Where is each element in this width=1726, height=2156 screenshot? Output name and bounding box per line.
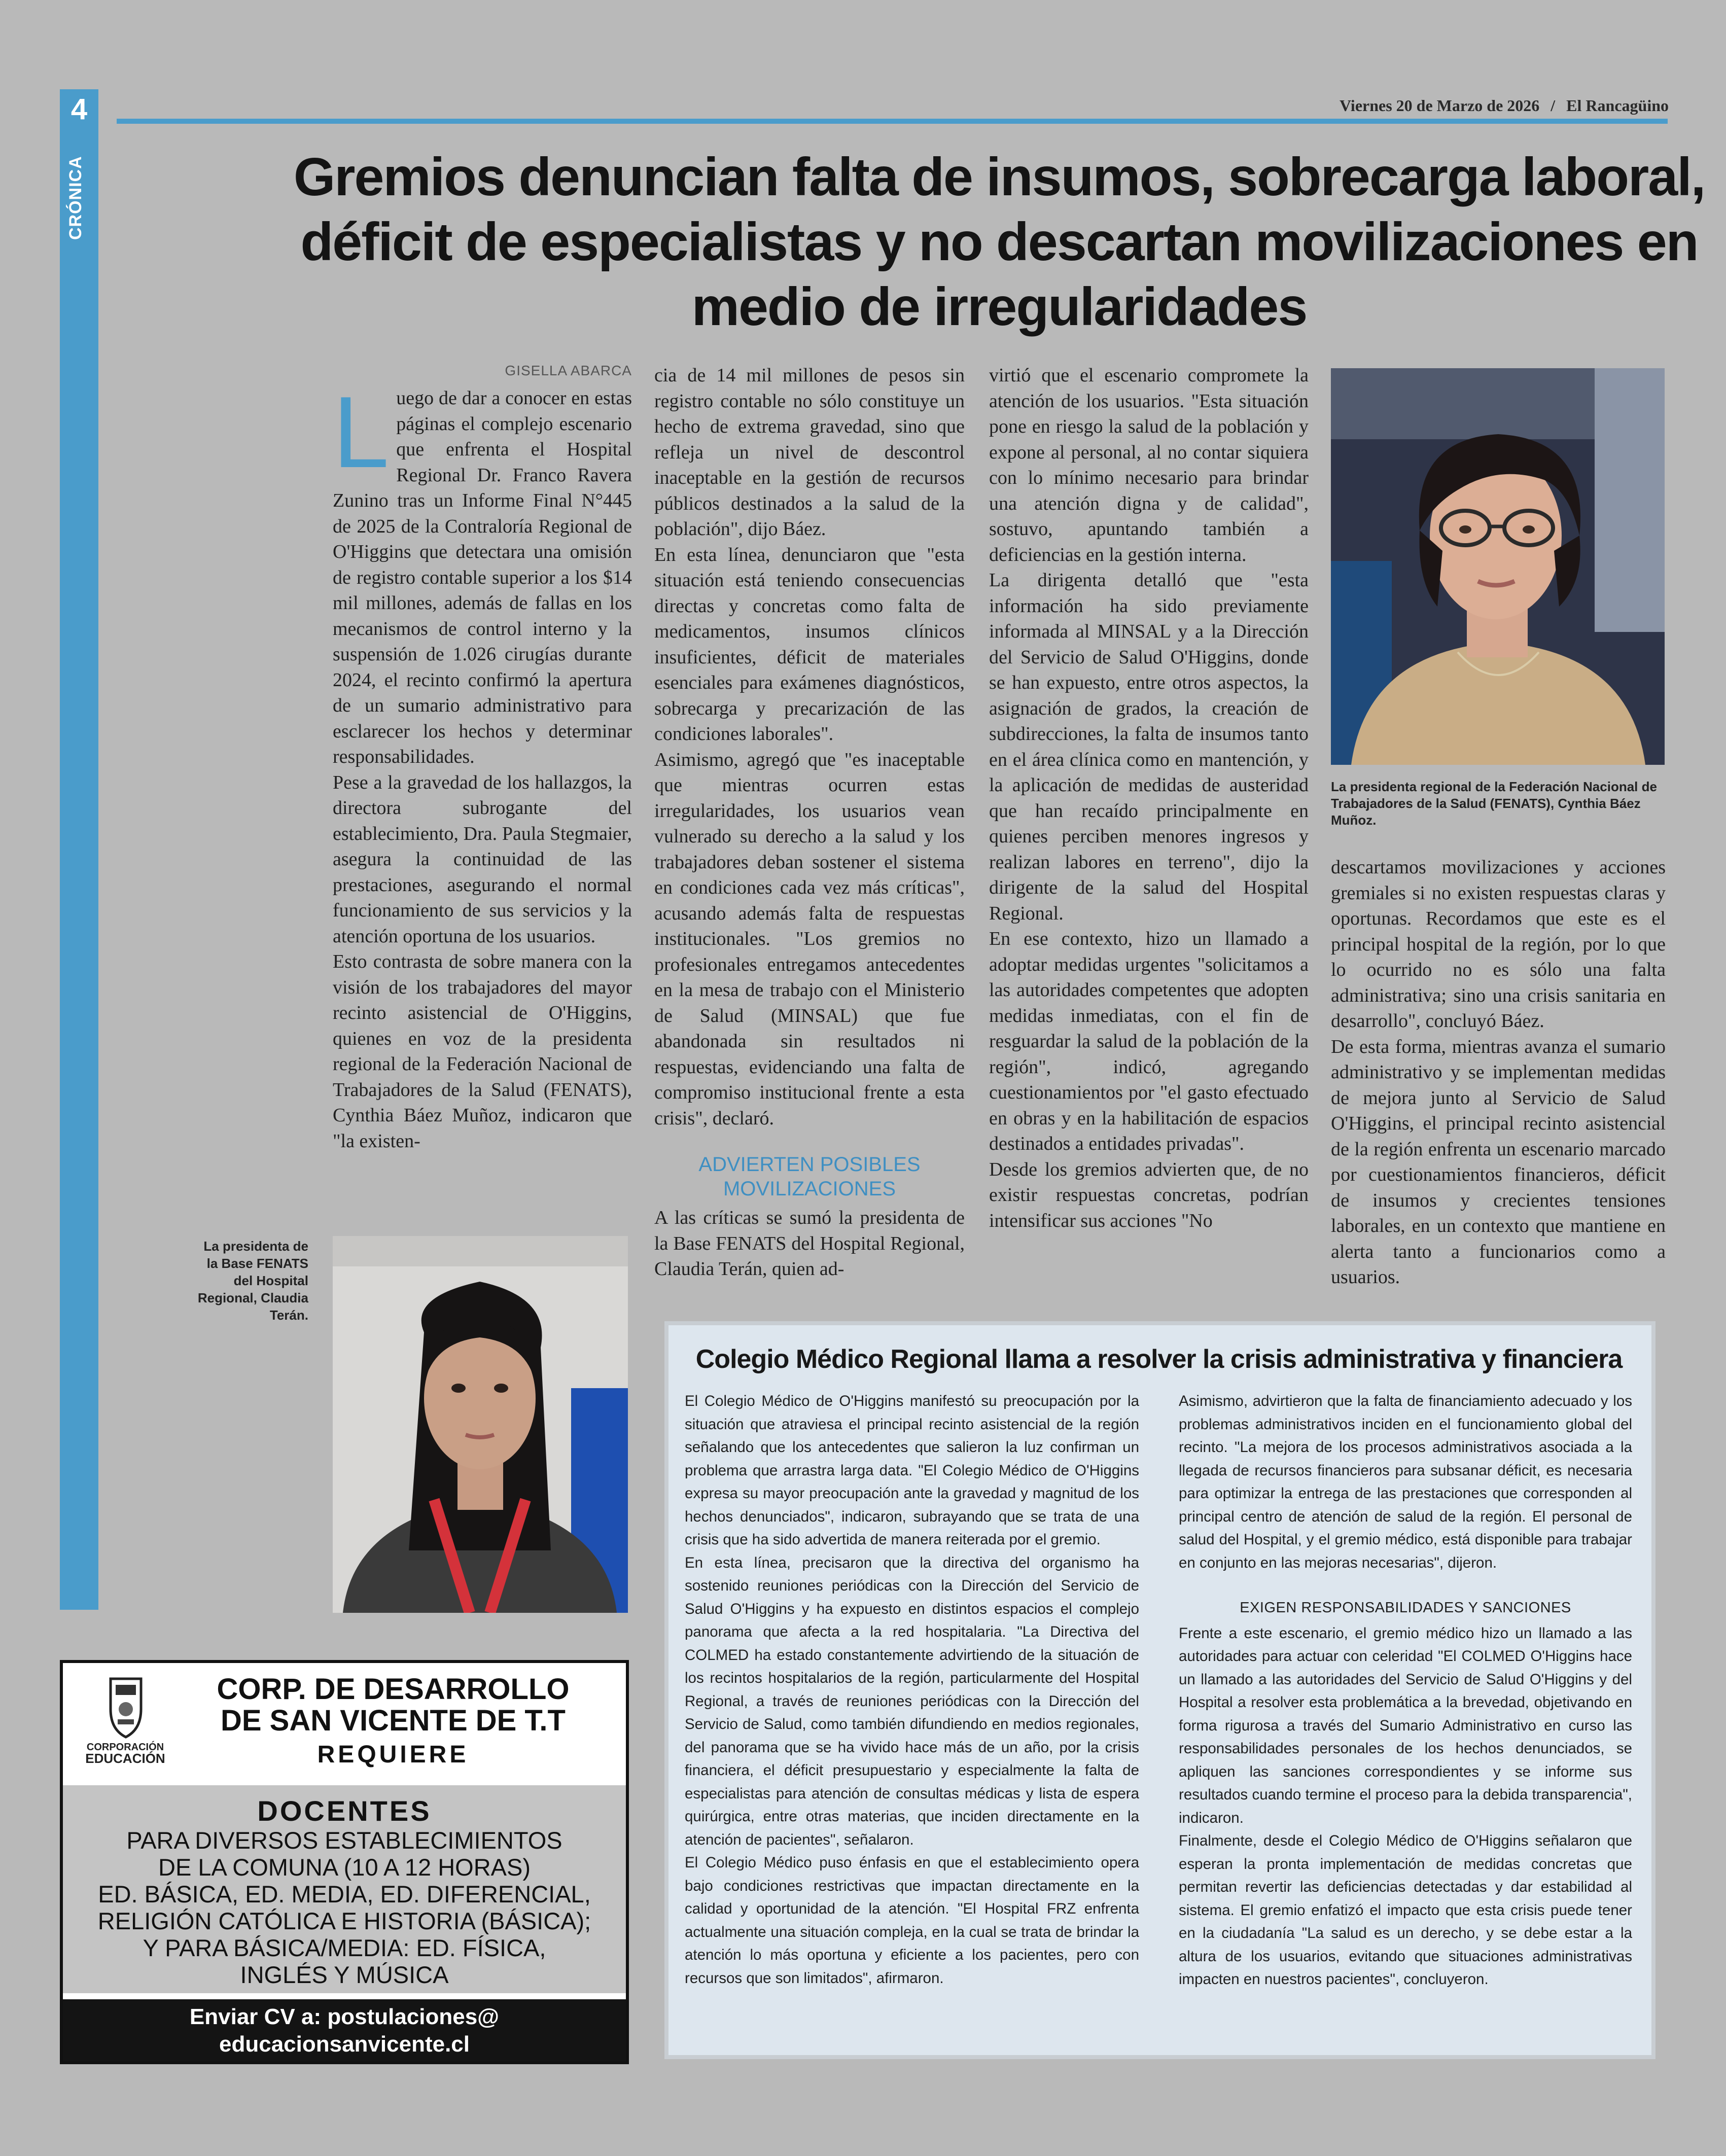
portrait-illustration xyxy=(1331,368,1665,765)
photo-claudia-teran xyxy=(333,1236,628,1613)
logo-caption: CORPORACIÓN EDUCACIÓN xyxy=(85,1742,165,1766)
section-rail xyxy=(60,89,98,1610)
date-separator: / xyxy=(1551,96,1556,115)
paragraph: Frente a este escenario, el gremio médico hizo un llamado a las autoridades para actuar con celeridad "El COLMED O'Higgins hace un llamado a las autoridades del Servicio de Salud O'Higgins y del Hospital a resolver esta problemática a la brevedad, objetivando en forma rigurosa a través del Sumario Administrativo en curso las responsabilidades personales de los hechos denunciados, se apliquen las sanciones correspondientes y se informe sus resultados cuando termine el proceso para la debida transparencia", indicaron. xyxy=(1179,1624,1632,1826)
portrait-illustration xyxy=(333,1236,628,1613)
article-column-3 xyxy=(989,363,1309,1296)
newspaper-name: El Rancagüino xyxy=(1566,96,1669,115)
article-column-1 xyxy=(333,376,632,1217)
paragraph: La dirigenta detalló que "esta información ha sido previamente informada al MINSAL y a la Dirección del Servicio de Salud O'Higgins, donde se han expuesto, entre otros aspectos, la asignación de grados, la creación de subdirecciones, la falta de insumos tanto en el área clínica como en mantención, y la aplicación de medidas de austeridad que han recaído principalmente en quienes perciben menores ingresos y realizan labores en terreno", dijo la dirigente de la salud del Hospital Regional. xyxy=(989,570,1309,924)
article-column-4 xyxy=(1331,855,1666,1291)
issue-date: Viernes 20 de Marzo de 2026 xyxy=(1340,96,1540,115)
paragraph: Pese a la gravedad de los hallazgos, la directora subrogante del establecimiento, Dra. Paula Stegmaier, asegura la continuidad de las prestaciones, asegurando el normal funcionamiento de sus servicios y la atención oportuna de los usuarios. xyxy=(333,771,632,947)
top-rule xyxy=(117,119,1668,124)
paragraph: En ese contexto, hizo un llamado a adoptar medidas urgentes "solicitamos a las autoridades competentes que adopten medidas inmediatas, con el fin de resguardar la salud de la población de la región", indicó, agregando cuestionamientos por "el gasto efectuado en obras y en la habilitación de espacios destinados a entidades privadas". xyxy=(989,928,1309,1154)
paragraph: Asimismo, advirtieron que la falta de financiamiento adecuado y los problemas administrativos inciden en el funcionamiento global del recinto. "La mejora de los procesos administrativos asociada a la llegada de recursos financieros para subsanar déficit, es necesaria para optimizar la entrega de las prestaciones que corresponden al principal centro de atención de salud de la región. El personal de salud del Hospital, y el gremio médico, está disponible para trabajar en conjunto en las mejoras necesarias", dijeron. xyxy=(1179,1393,1632,1571)
paragraph: virtió que el escenario compromete la atención de los usuarios. "Esta situación pone en riesgo la salud de la población y expone al personal, al no contar siquiera con lo mínimo necesario para brindar una atención digna y de calidad", sostuvo, apuntando también a deficiencias en la gestión interna. xyxy=(989,365,1309,565)
paragraph: En esta línea, precisaron que la directiva del organismo ha sostenido reuniones periódicas con la Dirección del Servicio de Salud O'Higgins y ha expuesto en distintos espacios el complejo panorama que afecta a la red hospitalaria. "La Directiva del COLMED ha estado constantemente advirtiendo de la situación de los recintos hospitalarios de la región, particularmente del Hospital Regional, a través de reuniones periódicas con la Dirección del Servicio de Salud, como también difundiendo en medios regionales, del panorama que se ha vivido hace más de un año, por la crisis financiera, el déficit presupuestario y especialmente la falta de especialistas para atención de consultas médicas y lista de espera quirúrgica, entre otras materias, que inciden directamente en la atención de pacientes", señalaron. xyxy=(685,1554,1139,1848)
paragraph: Esto contrasta de sobre manera con la visión de los trabajadores del mayor recinto asistencial de O'Higgins, quienes en voz de la presidenta regional de la Federación Nacional de Trabajadores de la Salud (FENATS), Cynthia Báez Muñoz, indicaron que "la existen- xyxy=(333,951,632,1152)
section-label: CRÓNICA xyxy=(66,156,85,240)
ad-position: DOCENTES xyxy=(257,1795,432,1827)
headline: Gremios denuncian falta de insumos, sobrecarga laboral, déficit de especialistas y no descartan movilizaciones en medio de irregularidades xyxy=(293,147,1705,337)
ad-email-link[interactable]: educacionsanvicente.cl xyxy=(219,2032,470,2057)
article-column-2 xyxy=(654,363,965,1296)
ad-contact: Enviar CV a: postulaciones@ educacionsanvicente.cl xyxy=(63,2003,626,2059)
page-number: 4 xyxy=(71,93,88,126)
ad-body-text: PARA DIVERSOS ESTABLECIMIENTOS DE LA COMUNA (10 A 12 HORAS) ED. BÁSICA, ED. MEDIA, ED. DIFERENCIAL, RELIGIÓN CATÓLICA E HISTORIA (BÁSICA); Y PARA BÁSICA/MEDIA: ED. FÍSICA, INGLÉS Y MÚSICA xyxy=(97,1827,591,1988)
sidebar-column-1 xyxy=(685,1390,1139,2044)
paragraph: En esta línea, denunciaron que "esta situación está teniendo consecuencias directas y concretas como falta de medicamentos, insumos clínicos insuficientes, déficit de materiales esenciales para exámenes diagnósticos, sobrecarga y precarización de las condiciones laborales". xyxy=(654,544,965,745)
crest-icon xyxy=(75,1674,177,1740)
paragraph: Luego de dar a conocer en estas páginas el complejo escenario que enfrenta el Hospital Regional Dr. Franco Ravera Zunino tras un Informe Final N°445 de 2025 de la Contraloría Regional de O'Higgins que detectara una omisión de registro contable superior a los $14 mil millones, además de fallas en los mecanismos de control interno y la suspensión de 1.026 cirugías durante 2024, el recinto confirmó la apertura de un sumario administrativo para esclarecer los hechos y determinar responsabilidades. xyxy=(333,376,632,767)
paragraph: De esta forma, mientras avanza el sumario administrativo y se implementan medidas de mejora junto al Servicio de Salud O'Higgins, el principal recinto asistencial de la región enfrenta un escenario marcado por cuestionamientos financieros, déficit de insumos y crecientes tensiones laborales, en un contexto que mantiene en alerta tanto a funcionarios como a usuarios. xyxy=(1331,1036,1666,1288)
sidebar-column-2 xyxy=(1179,1390,1632,2044)
sidebar-article-title: Colegio Médico Regional llama a resolver la crisis administrativa y financiera xyxy=(695,1345,1623,1374)
paragraph: Finalmente, desde el Colegio Médico de O'Higgins señalaron que esperan la pronta implementación de medidas concretas que permitan revertir las deficiencias detectadas y dar estabilidad al sistema. El gremio enfatizó el impacto que esta crisis puede tener en la ciudadanía "La salud es un derecho, y se debe estar a la altura de los usuarios, evitando que situaciones administrativas impacten en nuestros pacientes", concluyeron. xyxy=(1179,1832,1632,1988)
ad-requires: REQUIERE xyxy=(317,1741,469,1768)
paragraph: El Colegio Médico de O'Higgins manifestó su preocupación por la situación que atraviesa el principal recinto asistencial de la región señalando que los antecedentes que salieron la luz confirman un problema que arrastra larga data. "El Colegio Médico de O'Higgins expresa su mayor preocupación ante la gravedad y magnitud de los hechos denunciados", indicaron, subrayando que se trata de una crisis que ha sido advertida de manera reiterada por el gremio. xyxy=(685,1393,1139,1548)
paragraph: Asimismo, agregó que "es inaceptable que mientras ocurren estas irregularidades, los usuarios vean vulnerado su derecho a la salud y los trabajadores deban sostener el sistema en condiciones cada vez más críticas", acusando además falta de respuestas institucionales. "Los gremios no profesionales entregamos antecedentes en la mesa de trabajo con el Ministerio de Salud (MINSAL) que fue abandonada sin resultados ni respuestas, evidenciando una falta de compromiso institucional frente a esta crisis", declaró. xyxy=(654,749,965,1129)
photo-cynthia-baez xyxy=(1331,368,1665,765)
paragraph: El Colegio Médico puso énfasis en que el establecimiento opera bajo condiciones restrictivas que impactan directamente en la calidad y oportunidad de la atención. "El Hospital FRZ enfrenta actualmente una situación compleja, en la cual se trata de brindar la atención lo más oportuna y eficiente a los pacientes, pero con recursos que son limitados", afirmaron. xyxy=(685,1854,1139,1987)
paragraph: Desde los gremios advierten que, de no existir respuestas concretas, podrían intensificar sus acciones "No xyxy=(989,1158,1309,1231)
photo-caption: La presidenta regional de la Federación Nacional de Trabajadores de la Salud (FENATS), Cynthia Báez Muñoz. xyxy=(1331,779,1657,828)
paragraph: descartamos movilizaciones y acciones gremiales si no existen respuestas claras y oportunas. Recordamos que este es el principal hospital de la región, por lo que lo ocurrido no es sólo una falta administrativa; sino una crisis sanitaria en desarrollo", concluyó Báez. xyxy=(1331,857,1666,1032)
article-subhead: ADVIERTEN POSIBLES MOVILIZACIONES xyxy=(698,1153,921,1200)
photo-caption: La presidenta de la Base FENATS del Hospital Regional, Claudia Terán. xyxy=(197,1239,308,1323)
paragraph: cia de 14 mil millones de pesos sin registro contable no sólo constituye un hecho de extrema gravedad, sino que refleja un nivel de descontrol inaceptable en la gestión de recursos públicos destinados a la salud de la población", dijo Báez. xyxy=(654,365,965,540)
drop-cap: L xyxy=(333,376,390,489)
date-line xyxy=(1167,96,1669,118)
ad-organization: CORP. DE DESARROLLO DE SAN VICENTE DE T.T xyxy=(217,1673,570,1737)
sidebar-subhead: EXIGEN RESPONSABILIDADES Y SANCIONES xyxy=(1240,1600,1571,1616)
paragraph: A las críticas se sumó la presidenta de la Base FENATS del Hospital Regional, Claudia Terán, quien ad- xyxy=(654,1207,965,1280)
byline: GISELLA ABARCA xyxy=(505,363,632,378)
